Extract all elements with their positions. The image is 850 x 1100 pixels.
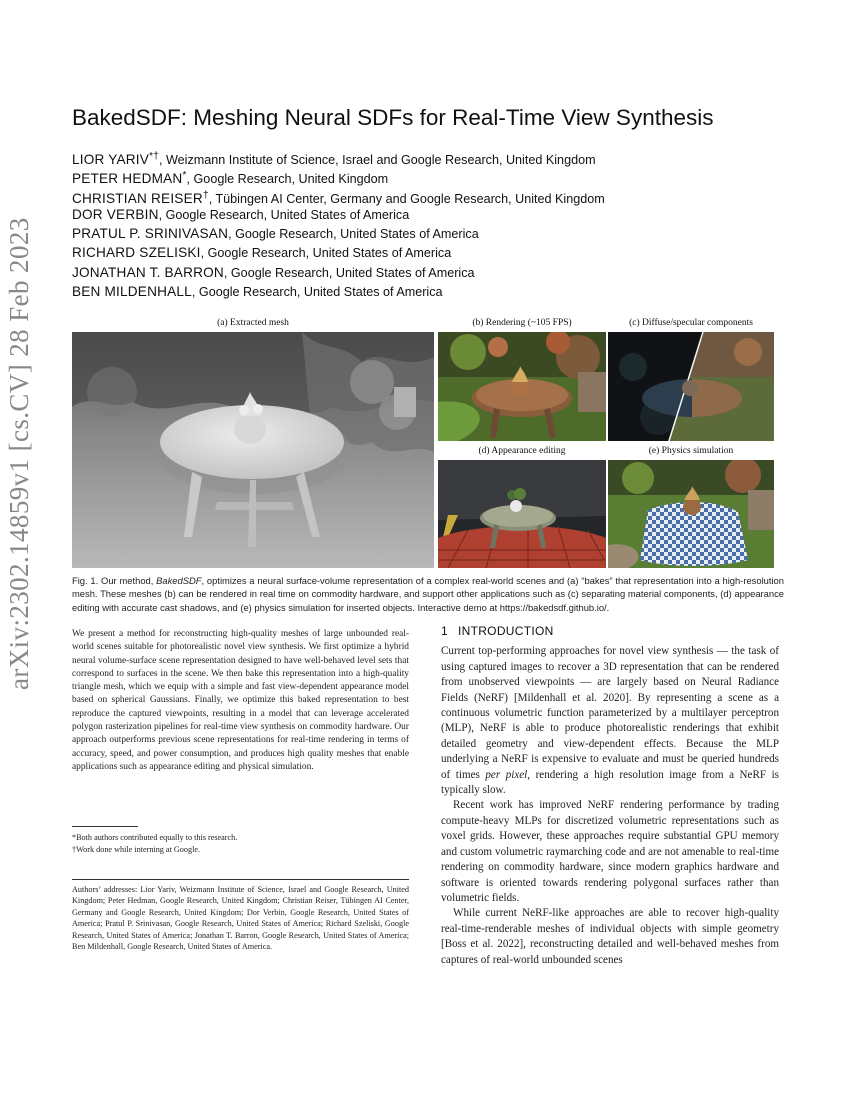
author-name: BEN MILDENHALL [72, 284, 192, 300]
section-heading [441, 624, 779, 639]
author-affiliation: , Tübingen AI Center, Germany and Google Research, United Kingdom [208, 191, 605, 206]
author-affiliation: , Google Research, United States of America [228, 227, 479, 242]
panel-a-label: (a) Extracted mesh [217, 318, 289, 328]
author-line [72, 147, 832, 166]
author-line [72, 263, 832, 282]
panel-e-label: (e) Physics simulation [648, 446, 734, 456]
author-list [72, 147, 832, 301]
panel-d-label: (d) Appearance editing [478, 446, 566, 456]
author-line [72, 186, 832, 205]
author-line [72, 166, 832, 185]
authors-addresses: Authors’ addresses: Lior Yariv, Weizmann Institute of Science, Israel and Google Research, United Kingdom; Peter Hedman, Google Research, United Kingdom; Christian Reiser, Tübingen AI Center, Germany and Google Research, United Kingdom; Dor Verbin, Google Research, United States of America; Pratul P. Srinivasan, Google Research, United States of America; Richard Szeliski, Google Research, United States of America; Jonathan T. Barron, Google Research, United States of America; Ben Mildenhall, Google Research, United States of America. [72, 885, 409, 952]
author-affiliation: , Google Research, United States of America [200, 246, 452, 261]
section-title: INTRODUCTION [457, 624, 554, 638]
author-name: LIOR YARIV [72, 152, 150, 168]
figure-caption [72, 574, 784, 614]
panel-b-rendering-image [438, 332, 606, 441]
panel-b-label: (b) Rendering (~105 FPS) [472, 318, 572, 328]
caption-method-name: BakedSDF [156, 575, 202, 586]
author-name: RICHARD SZELISKI [72, 245, 201, 261]
intro-paragraph-1 [441, 644, 779, 798]
author-line [72, 205, 832, 224]
footnotes [72, 832, 409, 856]
intro-p1-text-end: , rendering a high resolution image from a NeRF is typically slow. [441, 768, 779, 797]
footnote-interning: †Work done while interning at Google. [72, 844, 201, 854]
abstract: We present a method for reconstructing high-quality meshes of large unbounded real-world scenes suitable for photorealistic novel view synthesis. We first optimize a hybrid neural volume-surface scene representation designed to have well-behaved level sets that correspond to surfaces in the scene. We then bake this representation into a high-quality triangle mesh, which we equip with a simple and fast view-dependent appearance model based on spherical Gaussians. Finally, we optimize this baked representation to best reproduce the captured viewpoints, resulting in a model that can leverage accelerated polygon rasterization pipelines for real-time view synthesis on commodity hardware. Our approach outperforms previous scene representations for real-time rendering in terms of accuracy, speed, and power consumption, and produces high quality meshes that enable applications such as appearance editing and physical simulation. [72, 629, 409, 772]
author-name: JONATHAN T. BARRON [72, 264, 224, 280]
author-mark: † [202, 188, 209, 201]
author-name: DOR VERBIN [72, 206, 159, 222]
author-affiliation: , Google Research, United Kingdom [186, 172, 389, 187]
panel-e-physics-simulation-image [608, 460, 774, 568]
author-affiliation: , Weizmann Institute of Science, Israel and Google Research, United Kingdom [158, 153, 596, 168]
author-line [72, 224, 832, 243]
author-name: CHRISTIAN REISER [72, 190, 203, 206]
author-affiliation: , Google Research, United States of America [223, 265, 475, 280]
caption-head: Fig. 1. Our method, [72, 575, 157, 586]
panel-d-appearance-editing-image [438, 460, 606, 568]
intro-p1-emphasis: per pixel [485, 768, 528, 781]
author-affiliation: , Google Research, United States of America [191, 285, 443, 300]
paper-title: BakedSDF: Meshing Neural SDFs for Real-Time View Synthesis [72, 105, 714, 130]
panel-c-label: (c) Diffuse/specular components [629, 318, 753, 328]
author-name: PETER HEDMAN [72, 171, 183, 187]
author-name: PRATUL P. SRINIVASAN [72, 226, 229, 242]
intro-paragraph-3: While current NeRF-like approaches are able to recover high-quality real-time-renderable meshes of individual objects with simple geometry [Boss et al. 2022], reconstructing detailed and well-behaved meshes from captures of real-world unbounded scenes [441, 907, 779, 966]
author-mark: *† [149, 150, 159, 162]
author-affiliation: , Google Research, United States of America [158, 207, 410, 222]
intro-paragraph-2: Recent work has improved NeRF rendering performance by trading compute-heavy MLPs for discretized volumetric representations such as voxel grids. However, these approaches require substantial GPU memory and custom volumetric raymarching code and are not amenable to real-time rendering on commodity hardware, since modern graphics hardware and software is oriented towards rendering polygonal surfaces rather than volumetric fields. [441, 799, 779, 904]
caption-body: , optimizes a neural surface-volume representation of a complex real-world scenes and (a) “bakes” that representation into a high-resolution mesh. These meshes (b) can be rendered in real time on commodity hardware, and support other applications such as (c) separating material components, (d) appearance editing with accurate cast shadows, and (e) physics simulation for inserted objects. Interactive demo at https://bakedsdf.github.io/. [72, 575, 784, 613]
introduction [441, 624, 779, 968]
intro-p1-text: Current top-performing approaches for novel view synthesis — the task of using captured images to recover a 3D representation that can be rendered from unobserved viewpoints — are largely based on Neural Radiance Fields (NeRF) [Mildenhall et al. 2020]. By representing a scene as a continuous volumetric function parameterized by a multilayer perceptron (MLP), NeRF is able to produce photorealistic renderings that exhibit detailed geometry and view-dependent effects. Because the MLP underlying a NeRF is expensive to evaluate and must be queried hundreds of times [441, 645, 779, 781]
footnote-rule [72, 826, 138, 827]
author-line [72, 243, 832, 262]
panel-a-mesh-image [72, 332, 434, 568]
addresses-rule [72, 879, 409, 880]
panel-c-diffuse-specular-image [608, 332, 774, 441]
figure-1 [72, 316, 776, 570]
footnote-equal-contribution: *Both authors contributed equally to this research. [72, 833, 238, 842]
arxiv-stamp: arXiv:2302.14859v1 [cs.CV] 28 Feb 2023 [4, 217, 34, 690]
author-line [72, 282, 832, 301]
section-number: 1 [441, 624, 448, 638]
author-mark: * [182, 169, 187, 182]
